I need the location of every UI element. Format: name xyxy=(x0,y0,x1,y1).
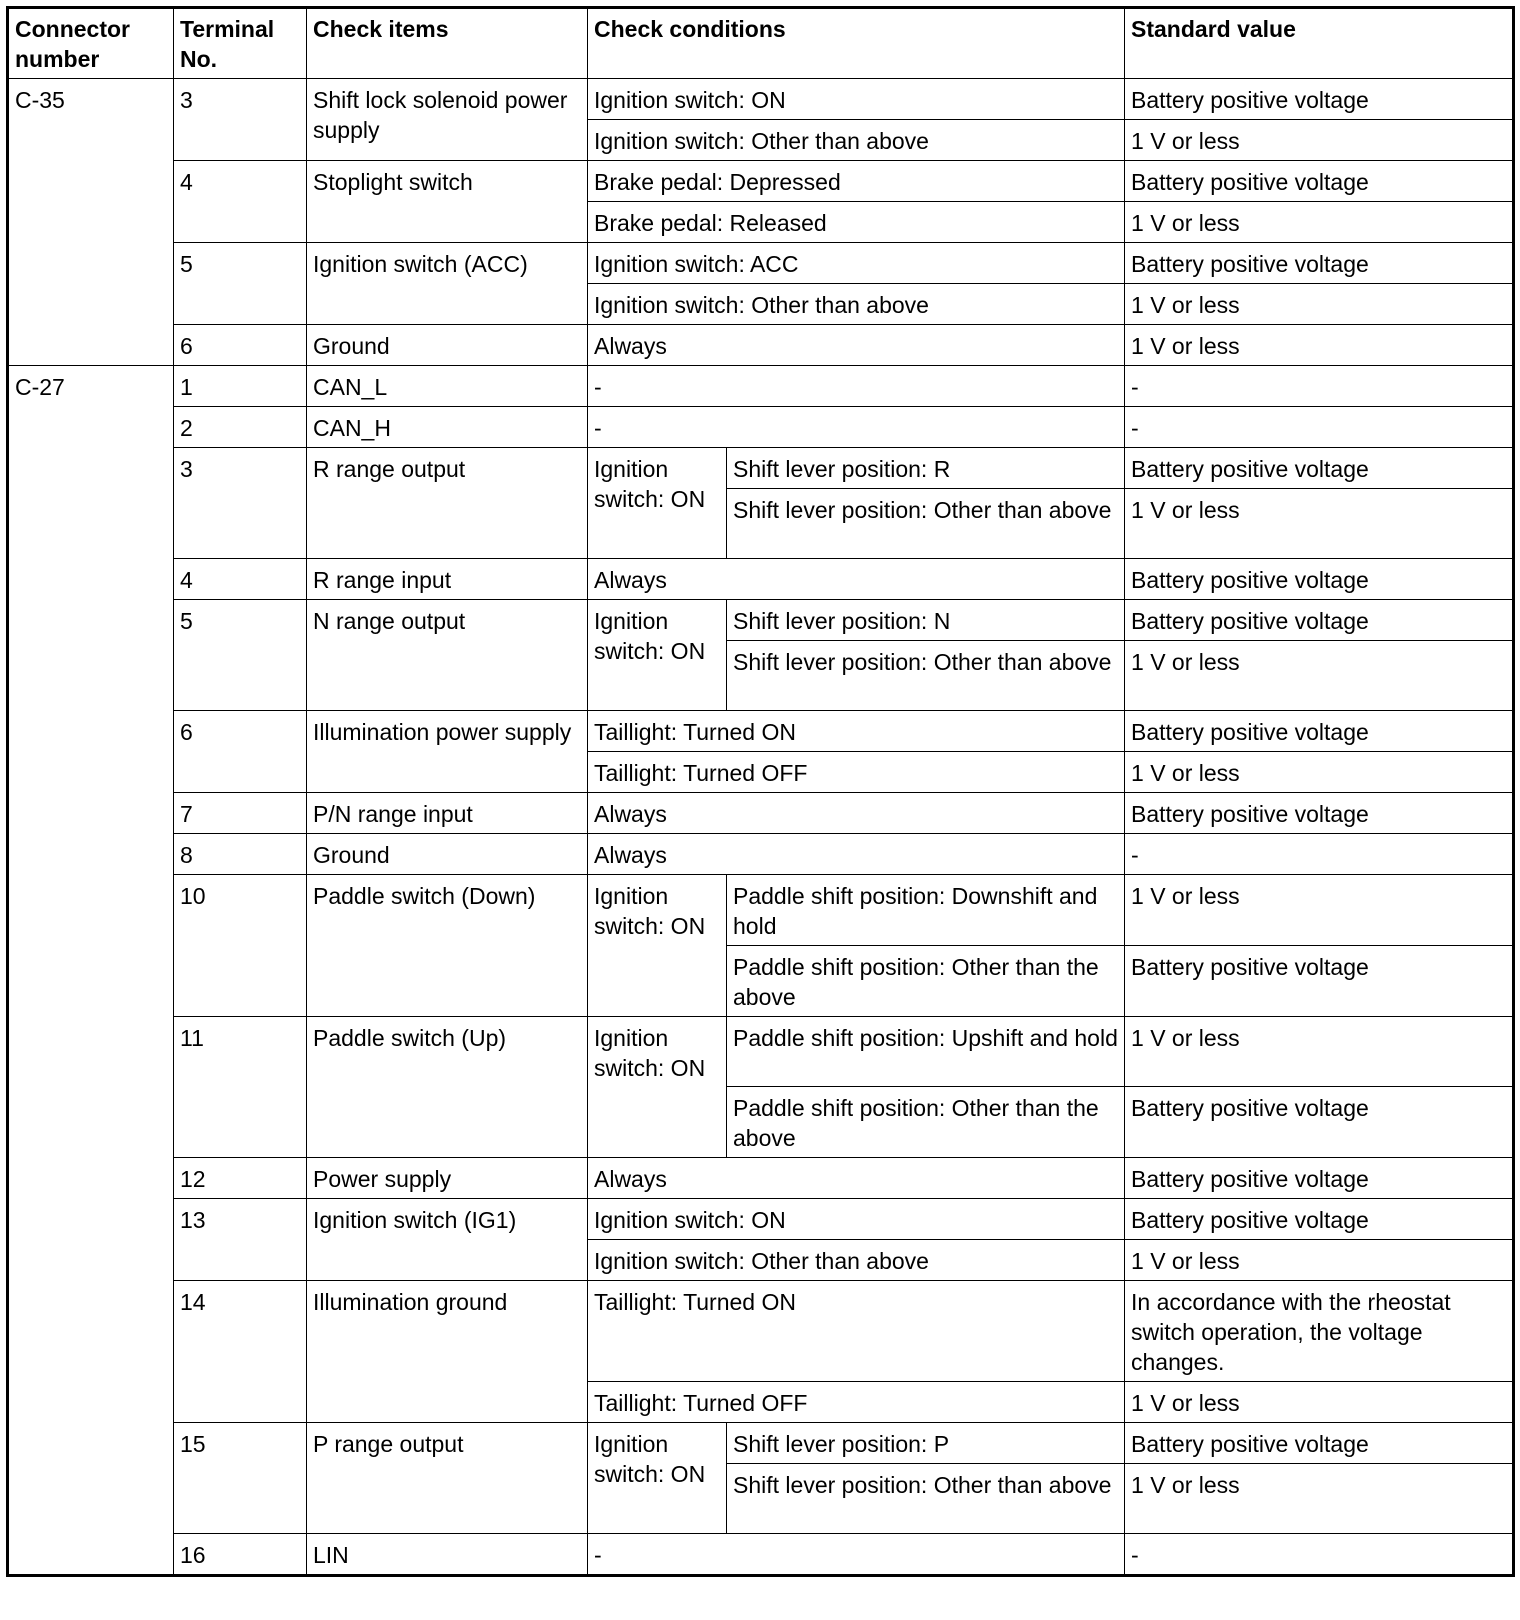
standard-value-cell: 1 V or less xyxy=(1125,284,1514,325)
standard-value-cell: 1 V or less xyxy=(1125,641,1514,711)
check-item-cell: LIN xyxy=(307,1534,588,1576)
terminal-no-cell: 3 xyxy=(174,448,307,559)
check-condition-cell: Paddle shift position: Other than the above xyxy=(727,1087,1125,1158)
table-row xyxy=(8,1423,1514,1464)
check-condition-cell: - xyxy=(588,1534,1125,1576)
standard-value-cell: - xyxy=(1125,366,1514,407)
check-item-cell: Power supply xyxy=(307,1158,588,1199)
check-item-cell: Paddle switch (Up) xyxy=(307,1017,588,1158)
check-condition-cell: Ignition switch: Other than above xyxy=(588,1240,1125,1281)
check-condition-cell: Paddle shift position: Other than the above xyxy=(727,946,1125,1017)
connector-number-cell: C-35 xyxy=(8,79,174,366)
check-item-cell: Illumination ground xyxy=(307,1281,588,1423)
check-condition-cell: Shift lever position: Other than above xyxy=(727,641,1125,711)
check-condition-cell: Paddle shift position: Upshift and hold xyxy=(727,1017,1125,1087)
check-item-cell: Ignition switch (ACC) xyxy=(307,243,588,325)
check-condition-cell: Always xyxy=(588,325,1125,366)
check-condition-cell: Shift lever position: P xyxy=(727,1423,1125,1464)
check-condition-cell: Shift lever position: Other than above xyxy=(727,1464,1125,1534)
check-item-cell: P range output xyxy=(307,1423,588,1534)
standard-value-cell: Battery positive voltage xyxy=(1125,600,1514,641)
standard-value-cell: Battery positive voltage xyxy=(1125,946,1514,1017)
standard-value-cell: - xyxy=(1125,834,1514,875)
header-row xyxy=(8,8,1514,79)
table-row xyxy=(8,711,1514,752)
header-check-conditions: Check conditions xyxy=(588,8,1125,79)
condition-group-cell: Ignition switch: ON xyxy=(588,875,727,1017)
table-row xyxy=(8,875,1514,946)
check-item-cell: Shift lock solenoid power supply xyxy=(307,79,588,161)
standard-value-cell: Battery positive voltage xyxy=(1125,559,1514,600)
check-condition-cell: - xyxy=(588,366,1125,407)
check-condition-cell: Shift lever position: R xyxy=(727,448,1125,489)
standard-value-cell: In accordance with the rheostat switch operation, the voltage changes. xyxy=(1125,1281,1514,1382)
terminal-no-cell: 16 xyxy=(174,1534,307,1576)
check-condition-cell: Shift lever position: Other than above xyxy=(727,489,1125,559)
terminal-no-cell: 3 xyxy=(174,79,307,161)
check-condition-cell: Ignition switch: ACC xyxy=(588,243,1125,284)
table-row xyxy=(8,366,1514,407)
terminal-no-cell: 14 xyxy=(174,1281,307,1423)
standard-value-cell: Battery positive voltage xyxy=(1125,1158,1514,1199)
table-row xyxy=(8,559,1514,600)
table-row xyxy=(8,834,1514,875)
check-condition-cell: Brake pedal: Depressed xyxy=(588,161,1125,202)
terminal-voltage-table xyxy=(6,6,1515,1577)
table-row xyxy=(8,325,1514,366)
condition-group-cell: Ignition switch: ON xyxy=(588,600,727,711)
table-row xyxy=(8,1017,1514,1087)
check-condition-cell: Ignition switch: Other than above xyxy=(588,120,1125,161)
check-condition-cell: Ignition switch: ON xyxy=(588,1199,1125,1240)
check-condition-cell: Paddle shift position: Downshift and hold xyxy=(727,875,1125,946)
check-item-cell: CAN_L xyxy=(307,366,588,407)
terminal-no-cell: 8 xyxy=(174,834,307,875)
standard-value-cell: Battery positive voltage xyxy=(1125,1423,1514,1464)
standard-value-cell: 1 V or less xyxy=(1125,1240,1514,1281)
condition-group-cell: Ignition switch: ON xyxy=(588,448,727,559)
header-terminal-no: Terminal No. xyxy=(174,8,307,79)
table-row xyxy=(8,161,1514,202)
check-condition-cell: Ignition switch: Other than above xyxy=(588,284,1125,325)
standard-value-cell: 1 V or less xyxy=(1125,752,1514,793)
check-item-cell: Stoplight switch xyxy=(307,161,588,243)
table-row xyxy=(8,600,1514,641)
table-row xyxy=(8,793,1514,834)
terminal-no-cell: 12 xyxy=(174,1158,307,1199)
check-condition-cell: Taillight: Turned ON xyxy=(588,1281,1125,1382)
check-condition-cell: Always xyxy=(588,793,1125,834)
terminal-no-cell: 6 xyxy=(174,325,307,366)
standard-value-cell: Battery positive voltage xyxy=(1125,161,1514,202)
standard-value-cell: 1 V or less xyxy=(1125,202,1514,243)
terminal-no-cell: 6 xyxy=(174,711,307,793)
check-item-cell: R range output xyxy=(307,448,588,559)
terminal-no-cell: 7 xyxy=(174,793,307,834)
standard-value-cell: Battery positive voltage xyxy=(1125,243,1514,284)
terminal-no-cell: 11 xyxy=(174,1017,307,1158)
condition-group-cell: Ignition switch: ON xyxy=(588,1423,727,1534)
check-condition-cell: Brake pedal: Released xyxy=(588,202,1125,243)
standard-value-cell: - xyxy=(1125,407,1514,448)
check-condition-cell: Taillight: Turned OFF xyxy=(588,1382,1125,1423)
table-row xyxy=(8,407,1514,448)
check-condition-cell: Ignition switch: ON xyxy=(588,79,1125,120)
table-row xyxy=(8,79,1514,120)
table-row xyxy=(8,1281,1514,1382)
terminal-no-cell: 5 xyxy=(174,243,307,325)
check-item-cell: N range output xyxy=(307,600,588,711)
check-item-cell: CAN_H xyxy=(307,407,588,448)
terminal-no-cell: 4 xyxy=(174,559,307,600)
standard-value-cell: 1 V or less xyxy=(1125,1017,1514,1087)
terminal-no-cell: 15 xyxy=(174,1423,307,1534)
standard-value-cell: - xyxy=(1125,1534,1514,1576)
check-condition-cell: Always xyxy=(588,559,1125,600)
check-item-cell: R range input xyxy=(307,559,588,600)
standard-value-cell: 1 V or less xyxy=(1125,1382,1514,1423)
check-condition-cell: Taillight: Turned ON xyxy=(588,711,1125,752)
condition-group-cell: Ignition switch: ON xyxy=(588,1017,727,1158)
check-item-cell: P/N range input xyxy=(307,793,588,834)
terminal-no-cell: 4 xyxy=(174,161,307,243)
table-row xyxy=(8,1534,1514,1576)
connector-number-cell: C-27 xyxy=(8,366,174,1576)
table-row xyxy=(8,1158,1514,1199)
header-standard-value: Standard value xyxy=(1125,8,1514,79)
table-row xyxy=(8,1199,1514,1240)
standard-value-cell: 1 V or less xyxy=(1125,120,1514,161)
standard-value-cell: 1 V or less xyxy=(1125,1464,1514,1534)
standard-value-cell: Battery positive voltage xyxy=(1125,711,1514,752)
standard-value-cell: Battery positive voltage xyxy=(1125,1087,1514,1158)
standard-value-cell: Battery positive voltage xyxy=(1125,79,1514,120)
terminal-no-cell: 1 xyxy=(174,366,307,407)
standard-value-cell: 1 V or less xyxy=(1125,875,1514,946)
check-condition-cell: Taillight: Turned OFF xyxy=(588,752,1125,793)
standard-value-cell: Battery positive voltage xyxy=(1125,448,1514,489)
table-row xyxy=(8,243,1514,284)
terminal-no-cell: 10 xyxy=(174,875,307,1017)
table-body xyxy=(8,79,1514,1576)
standard-value-cell: 1 V or less xyxy=(1125,325,1514,366)
terminal-no-cell: 13 xyxy=(174,1199,307,1281)
check-item-cell: Illumination power supply xyxy=(307,711,588,793)
check-item-cell: Ignition switch (IG1) xyxy=(307,1199,588,1281)
header-check-items: Check items xyxy=(307,8,588,79)
standard-value-cell: Battery positive voltage xyxy=(1125,793,1514,834)
standard-value-cell: Battery positive voltage xyxy=(1125,1199,1514,1240)
check-condition-cell: Always xyxy=(588,834,1125,875)
standard-value-cell: 1 V or less xyxy=(1125,489,1514,559)
check-item-cell: Ground xyxy=(307,834,588,875)
table-row xyxy=(8,448,1514,489)
check-condition-cell: Shift lever position: N xyxy=(727,600,1125,641)
check-condition-cell: Always xyxy=(588,1158,1125,1199)
header-connector-number: Connector number xyxy=(8,8,174,79)
check-item-cell: Paddle switch (Down) xyxy=(307,875,588,1017)
check-item-cell: Ground xyxy=(307,325,588,366)
terminal-no-cell: 5 xyxy=(174,600,307,711)
check-condition-cell: - xyxy=(588,407,1125,448)
terminal-no-cell: 2 xyxy=(174,407,307,448)
